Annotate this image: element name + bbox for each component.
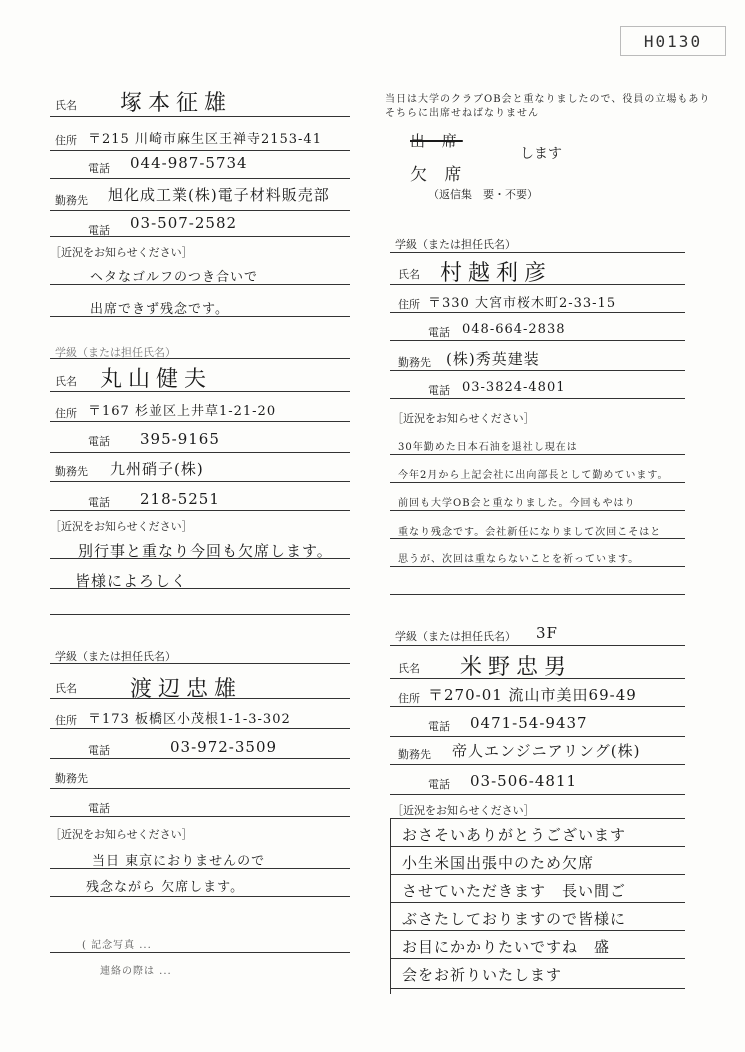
name-value: 渡辺忠雄 bbox=[130, 677, 243, 702]
news-line: 30年勤めた日本石油を退社し現在は bbox=[398, 442, 578, 453]
divider bbox=[390, 794, 685, 795]
note-line: 連絡の際は ... bbox=[100, 966, 172, 977]
attend-option: 出 席 bbox=[410, 132, 463, 150]
divider bbox=[50, 510, 350, 511]
news-line: ぶさたしておりますので皆様に bbox=[402, 910, 627, 928]
divider bbox=[390, 706, 685, 707]
work-value: 旭化成工業(株)電子材料販売部 bbox=[108, 186, 330, 204]
divider bbox=[390, 818, 685, 819]
class-label: 学級（または担任氏名） bbox=[55, 650, 176, 663]
news-line: 今年2月から上記会社に出向部長として勤めています。 bbox=[398, 470, 669, 481]
work-label: 勤務先 bbox=[398, 748, 431, 761]
news-line: 小生米国出張中のため欠席 bbox=[402, 854, 595, 872]
divider bbox=[50, 558, 350, 559]
address-value: 〒215 川崎市麻生区王禅寺2153-41 bbox=[88, 132, 322, 147]
divider bbox=[50, 663, 350, 664]
work-phone-label: 電話 bbox=[88, 496, 110, 509]
divider bbox=[50, 481, 350, 482]
divider bbox=[50, 588, 350, 589]
divider bbox=[390, 930, 685, 931]
class-label: 学級（または担任氏名） bbox=[395, 238, 516, 251]
work-phone-label: 電話 bbox=[88, 224, 110, 237]
name-label: 氏名 bbox=[398, 268, 420, 281]
work-phone-label: 電話 bbox=[428, 384, 450, 397]
news-label: ［近況をお知らせください］ bbox=[392, 412, 535, 425]
divider bbox=[50, 896, 350, 897]
divider bbox=[50, 210, 350, 211]
divider bbox=[390, 454, 685, 455]
name-value: 米野忠男 bbox=[460, 655, 573, 680]
divider bbox=[390, 370, 685, 371]
divider bbox=[390, 510, 685, 511]
divider bbox=[390, 566, 685, 567]
news-line: 会をお祈りいたします bbox=[402, 966, 563, 984]
divider bbox=[50, 952, 350, 953]
name-value: 塚本征雄 bbox=[120, 91, 233, 116]
divider bbox=[50, 178, 350, 179]
reply-note: （返信集 要・不要） bbox=[428, 188, 538, 201]
phone-label: 電話 bbox=[428, 720, 450, 733]
news-line: おさそいありがとうございます bbox=[402, 826, 627, 844]
news-label: ［近況をお知らせください］ bbox=[50, 828, 193, 841]
divider bbox=[390, 482, 685, 483]
address-label: 住所 bbox=[55, 714, 77, 727]
work-label: 勤務先 bbox=[55, 465, 88, 478]
work-phone-value: 218-5251 bbox=[140, 490, 220, 508]
work-phone-value: 03-506-4811 bbox=[470, 772, 578, 790]
news-label: ［近況をお知らせください］ bbox=[50, 520, 193, 533]
name-value: 村越利彦 bbox=[440, 261, 553, 286]
divider bbox=[390, 538, 685, 539]
news-label: ［近況をお知らせください］ bbox=[392, 804, 535, 817]
divider bbox=[50, 358, 350, 359]
divider bbox=[50, 758, 350, 759]
news-label: ［近況をお知らせください］ bbox=[50, 246, 193, 259]
attend-suffix: します bbox=[520, 146, 562, 162]
divider bbox=[390, 958, 685, 959]
divider bbox=[50, 788, 350, 789]
divider bbox=[50, 816, 350, 817]
work-label: 勤務先 bbox=[55, 194, 88, 207]
address-value: 〒330 大宮市桜木町2-33-15 bbox=[428, 296, 617, 311]
divider bbox=[390, 988, 685, 989]
divider bbox=[50, 116, 350, 117]
work-phone-label: 電話 bbox=[428, 778, 450, 791]
work-value: (株)秀英建装 bbox=[446, 350, 540, 368]
name-label: 氏名 bbox=[55, 682, 77, 695]
divider bbox=[390, 398, 685, 399]
address-label: 住所 bbox=[398, 692, 420, 705]
divider bbox=[390, 764, 685, 765]
news-line: ヘタなゴルフのつき合いで bbox=[90, 270, 259, 285]
divider bbox=[390, 284, 685, 285]
news-box-edge bbox=[390, 818, 391, 994]
work-label: 勤務先 bbox=[398, 356, 431, 369]
work-phone-label: 電話 bbox=[88, 802, 110, 815]
divider bbox=[390, 846, 685, 847]
news-line: 当日 東京におりませんので bbox=[92, 854, 266, 869]
divider bbox=[390, 312, 685, 313]
class-value: 3F bbox=[536, 624, 558, 642]
address-value: 〒270-01 流山市美田69-49 bbox=[428, 686, 637, 704]
name-label: 氏名 bbox=[55, 99, 77, 112]
news-line: 出席できず残念です。 bbox=[90, 302, 229, 317]
header-note: 当日は大学のクラブOB会と重なりましたので、役員の立場もあり bbox=[385, 94, 711, 105]
absent-option: 欠 席 bbox=[410, 165, 468, 185]
address-label: 住所 bbox=[55, 407, 77, 420]
divider bbox=[390, 678, 685, 679]
phone-value: 0471-54-9437 bbox=[470, 714, 588, 732]
news-line: 残念ながら 欠席します。 bbox=[86, 880, 245, 895]
document-id: H0130 bbox=[620, 26, 726, 56]
divider bbox=[390, 340, 685, 341]
phone-label: 電話 bbox=[88, 162, 110, 175]
class-label: 学級（または担任氏名） bbox=[395, 630, 516, 643]
news-line: させていただきます 長い間ご bbox=[402, 882, 627, 900]
phone-label: 電話 bbox=[88, 744, 110, 757]
phone-label: 電話 bbox=[88, 435, 110, 448]
class-label: 学級（または担任氏名） bbox=[55, 346, 176, 359]
divider bbox=[50, 391, 350, 392]
divider bbox=[50, 868, 350, 869]
divider bbox=[50, 236, 350, 237]
phone-value: 03-972-3509 bbox=[170, 738, 278, 756]
note-line: ( 記念写真 ... bbox=[82, 940, 152, 951]
news-line: 別行事と重なり今回も欠席します。 bbox=[78, 542, 333, 560]
name-label: 氏名 bbox=[398, 662, 420, 675]
news-line: 前回も大学OB会と重なりました。今回もやはり bbox=[398, 498, 636, 509]
divider bbox=[390, 645, 685, 646]
name-value: 丸山健夫 bbox=[100, 367, 213, 392]
divider bbox=[50, 452, 350, 453]
divider bbox=[50, 728, 350, 729]
news-line: お目にかかりたいですね 盛 bbox=[402, 938, 611, 956]
divider bbox=[390, 594, 685, 595]
divider bbox=[390, 736, 685, 737]
header-note: そちらに出席せねばなりません bbox=[385, 108, 539, 119]
phone-value: 048-664-2838 bbox=[462, 322, 566, 337]
news-line: 重なり残念です。会社新任になりまして次回こそはと bbox=[398, 527, 662, 538]
divider bbox=[50, 316, 350, 317]
phone-value: 044-987-5734 bbox=[130, 154, 248, 172]
work-label: 勤務先 bbox=[55, 772, 88, 785]
phone-label: 電話 bbox=[428, 326, 450, 339]
divider bbox=[50, 284, 350, 285]
phone-value: 395-9165 bbox=[140, 430, 220, 448]
address-label: 住所 bbox=[398, 298, 420, 311]
divider bbox=[50, 421, 350, 422]
work-phone-value: 03-507-2582 bbox=[130, 214, 238, 232]
news-line: 皆様によろしく bbox=[75, 572, 188, 590]
address-value: 〒167 杉並区上井草1-21-20 bbox=[88, 404, 277, 419]
work-phone-value: 03-3824-4801 bbox=[462, 380, 566, 395]
divider bbox=[50, 150, 350, 151]
divider bbox=[390, 874, 685, 875]
work-value: 帝人エンジニアリング(株) bbox=[452, 742, 641, 760]
divider bbox=[390, 902, 685, 903]
divider bbox=[390, 252, 685, 253]
work-value: 九州硝子(株) bbox=[110, 460, 204, 478]
divider bbox=[50, 614, 350, 615]
address-value: 〒173 板橋区小茂根1-1-3-302 bbox=[88, 712, 291, 727]
address-label: 住所 bbox=[55, 134, 77, 147]
name-label: 氏名 bbox=[55, 375, 77, 388]
news-line: 思うが、次回は重ならないことを祈っています。 bbox=[398, 554, 640, 565]
divider bbox=[50, 698, 350, 699]
